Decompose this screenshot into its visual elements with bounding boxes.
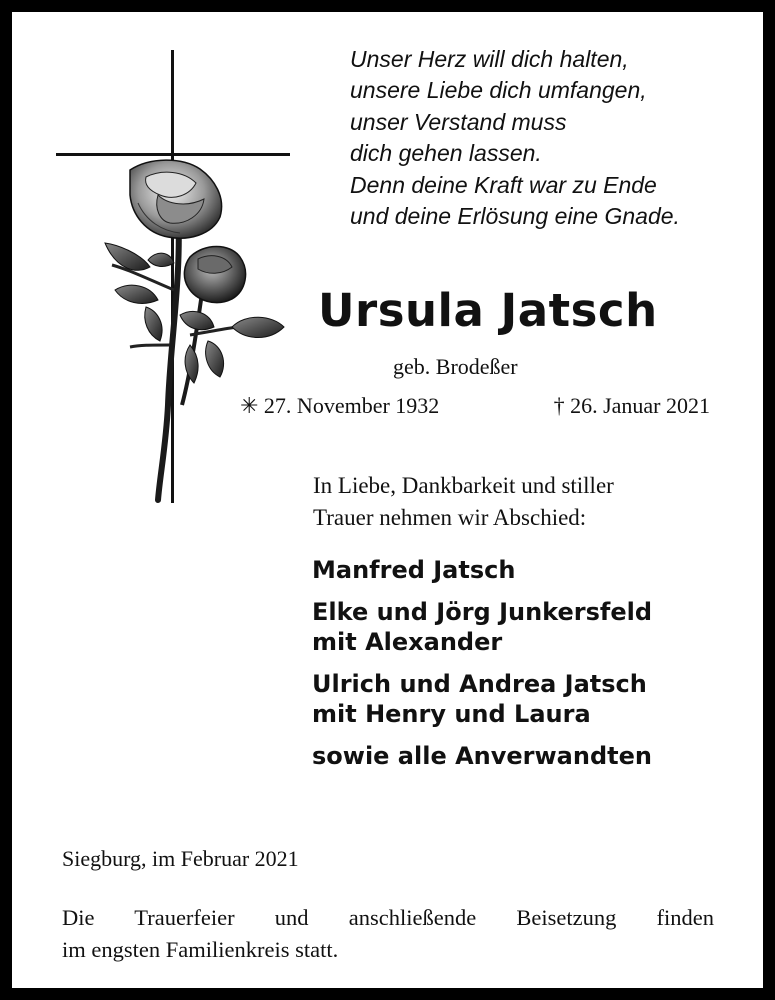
motto-line: dich gehen lassen. [350,140,542,167]
mourner-group [312,597,752,657]
mourner-group [312,741,752,771]
motto-line: Unser Herz will dich halten, [350,46,629,72]
motto-poem [350,44,730,232]
birth-name: geb. Brodeßer [393,354,518,379]
mourner-name: mit Alexander [312,628,503,656]
farewell-intro [313,470,733,534]
death-date: † 26. Januar 2021 [553,393,710,418]
notice-line: Die Trauerfeier und anschließende Beisetzung finden [62,905,714,930]
birth-date: ✳ 27. November 1932 [240,393,440,418]
notice-line: im engsten Familienkreis statt. [62,937,339,962]
cross-icon [56,50,290,503]
mourner-name: sowie alle Anverwandten [312,742,652,770]
mourner-group [312,555,752,585]
mourner-name: mit Henry und Laura [312,700,591,728]
intro-line: In Liebe, Dankbarkeit und stiller [313,473,614,498]
intro-line: Trauer nehmen wir Abschied: [313,505,587,530]
mourner-name: Elke und Jörg Junkersfeld [312,598,653,626]
cross-with-rose-illustration [50,45,300,510]
motto-line: Denn deine Kraft war zu Ende [350,171,657,198]
mourner-group [312,669,752,729]
motto-line: unser Verstand muss [350,108,567,135]
funeral-notice [62,902,714,966]
place-and-date: Siegburg, im Februar 2021 [62,846,299,871]
motto-line: und deine Erlösung eine Gnade. [350,203,680,230]
mourner-name: Ulrich und Andrea Jatsch [312,670,647,698]
rose-icon [105,160,284,500]
life-dates [240,393,710,423]
mourner-name: Manfred Jatsch [312,556,516,584]
motto-line: unsere Liebe dich umfangen, [350,77,647,104]
mourners-list [312,555,752,783]
deceased-name: Ursula Jatsch [318,284,658,337]
